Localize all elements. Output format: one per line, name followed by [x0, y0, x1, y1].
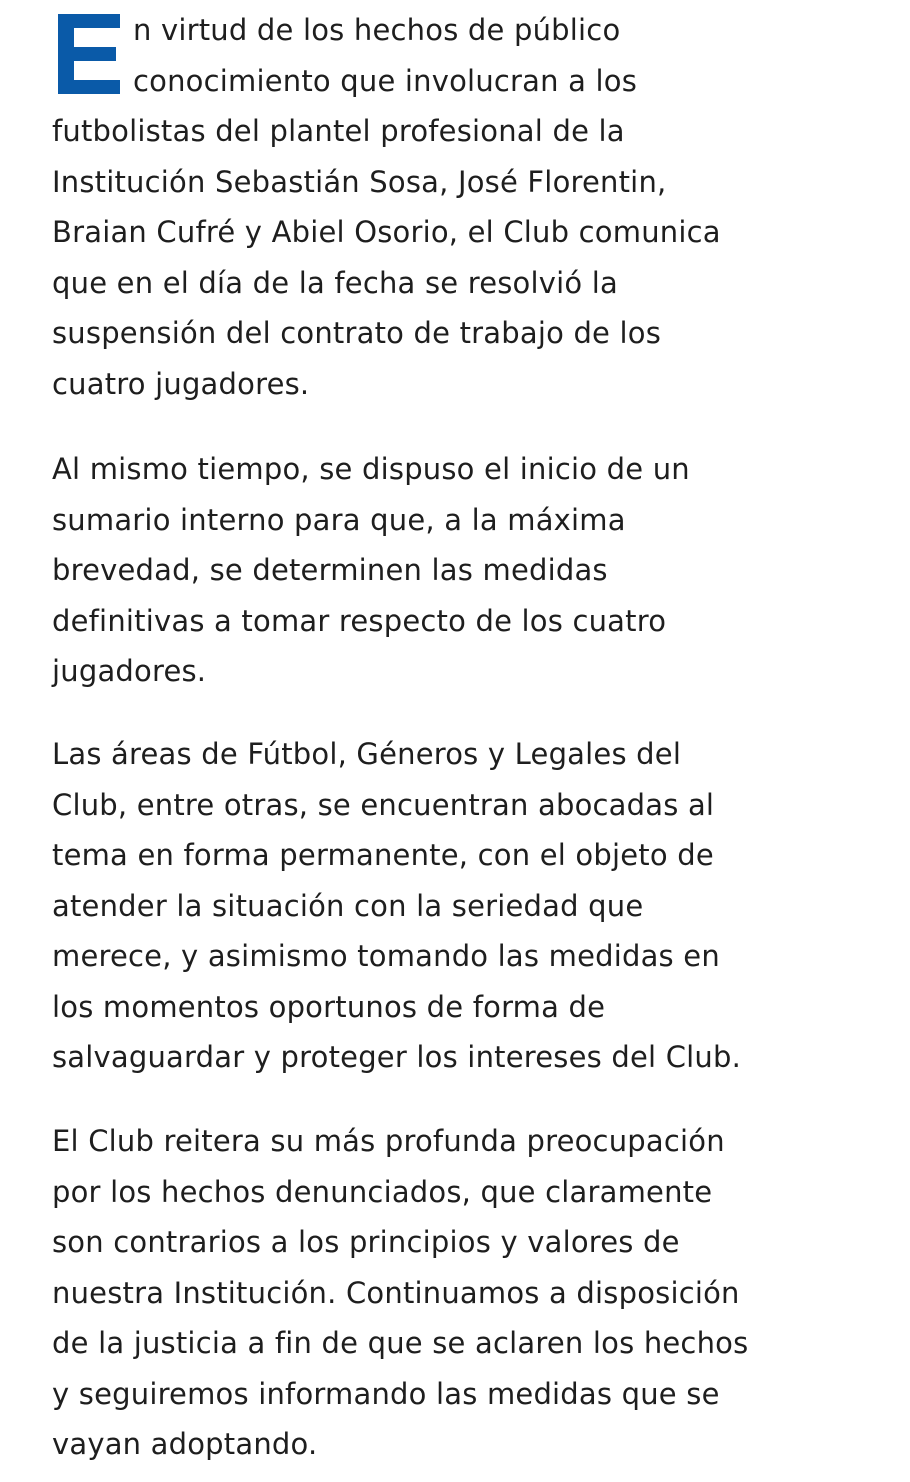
paragraph-line: salvaguardar y proteger los intereses del Club.	[52, 1040, 742, 1074]
paragraph-line: Institución Sebastián Sosa, José Florentin,	[52, 164, 667, 199]
paragraph-line: son contrarios a los principios y valores de	[52, 1225, 680, 1259]
paragraph-line: Al mismo tiempo, se dispuso el inicio de un	[52, 452, 690, 486]
paragraph-line: Las áreas de Fútbol, Géneros y Legales del	[52, 737, 682, 771]
paragraph-4	[52, 1116, 852, 1470]
paragraph-line: definitivas a tomar respecto de los cuatro	[52, 603, 667, 638]
paragraph-line: los momentos oportunos de forma de	[52, 989, 606, 1024]
paragraph-line: futbolistas del plantel profesional de la	[52, 114, 625, 148]
paragraph-line: n virtud de los hechos de público	[133, 13, 621, 47]
paragraph-line: jugadores.	[52, 654, 207, 688]
paragraph-line: merece, y asimismo tomando las medidas en	[52, 939, 720, 973]
paragraph-line: sumario interno para que, a la máxima	[52, 502, 626, 537]
paragraph-line: vayan adoptando.	[52, 1427, 318, 1461]
paragraph-line: que en el día de la fecha se resolvió la	[52, 265, 618, 300]
paragraph-line: de la justicia a fin de que se aclaren los hechos	[52, 1326, 749, 1360]
paragraph-line: atender la situación con la seriedad que	[52, 888, 644, 923]
paragraph-line: y seguiremos informando las medidas que se	[52, 1376, 720, 1411]
paragraph-2	[52, 444, 852, 697]
paragraph-line: nuestra Institución. Continuamos a disposición	[52, 1275, 740, 1310]
paragraph-line: brevedad, se determinen las medidas	[52, 553, 608, 587]
paragraph-1	[52, 5, 852, 409]
paragraph-line: suspensión del contrato de trabajo de los	[52, 316, 662, 350]
paragraph-3	[52, 729, 852, 1083]
paragraph-line: por los hechos denunciados, que claramente	[52, 1174, 713, 1209]
paragraph-line: tema en forma permanente, con el objeto de	[52, 838, 714, 872]
paragraph-line: Club, entre otras, se encuentran abocadas al	[52, 787, 715, 822]
paragraph-line: cuatro jugadores.	[52, 366, 310, 401]
paragraph-line: El Club reitera su más profunda preocupación	[52, 1124, 725, 1158]
paragraph-line: conocimiento que involucran a los	[133, 63, 638, 98]
paragraph-line: Braian Cufré y Abiel Osorio, el Club comunica	[52, 215, 721, 249]
